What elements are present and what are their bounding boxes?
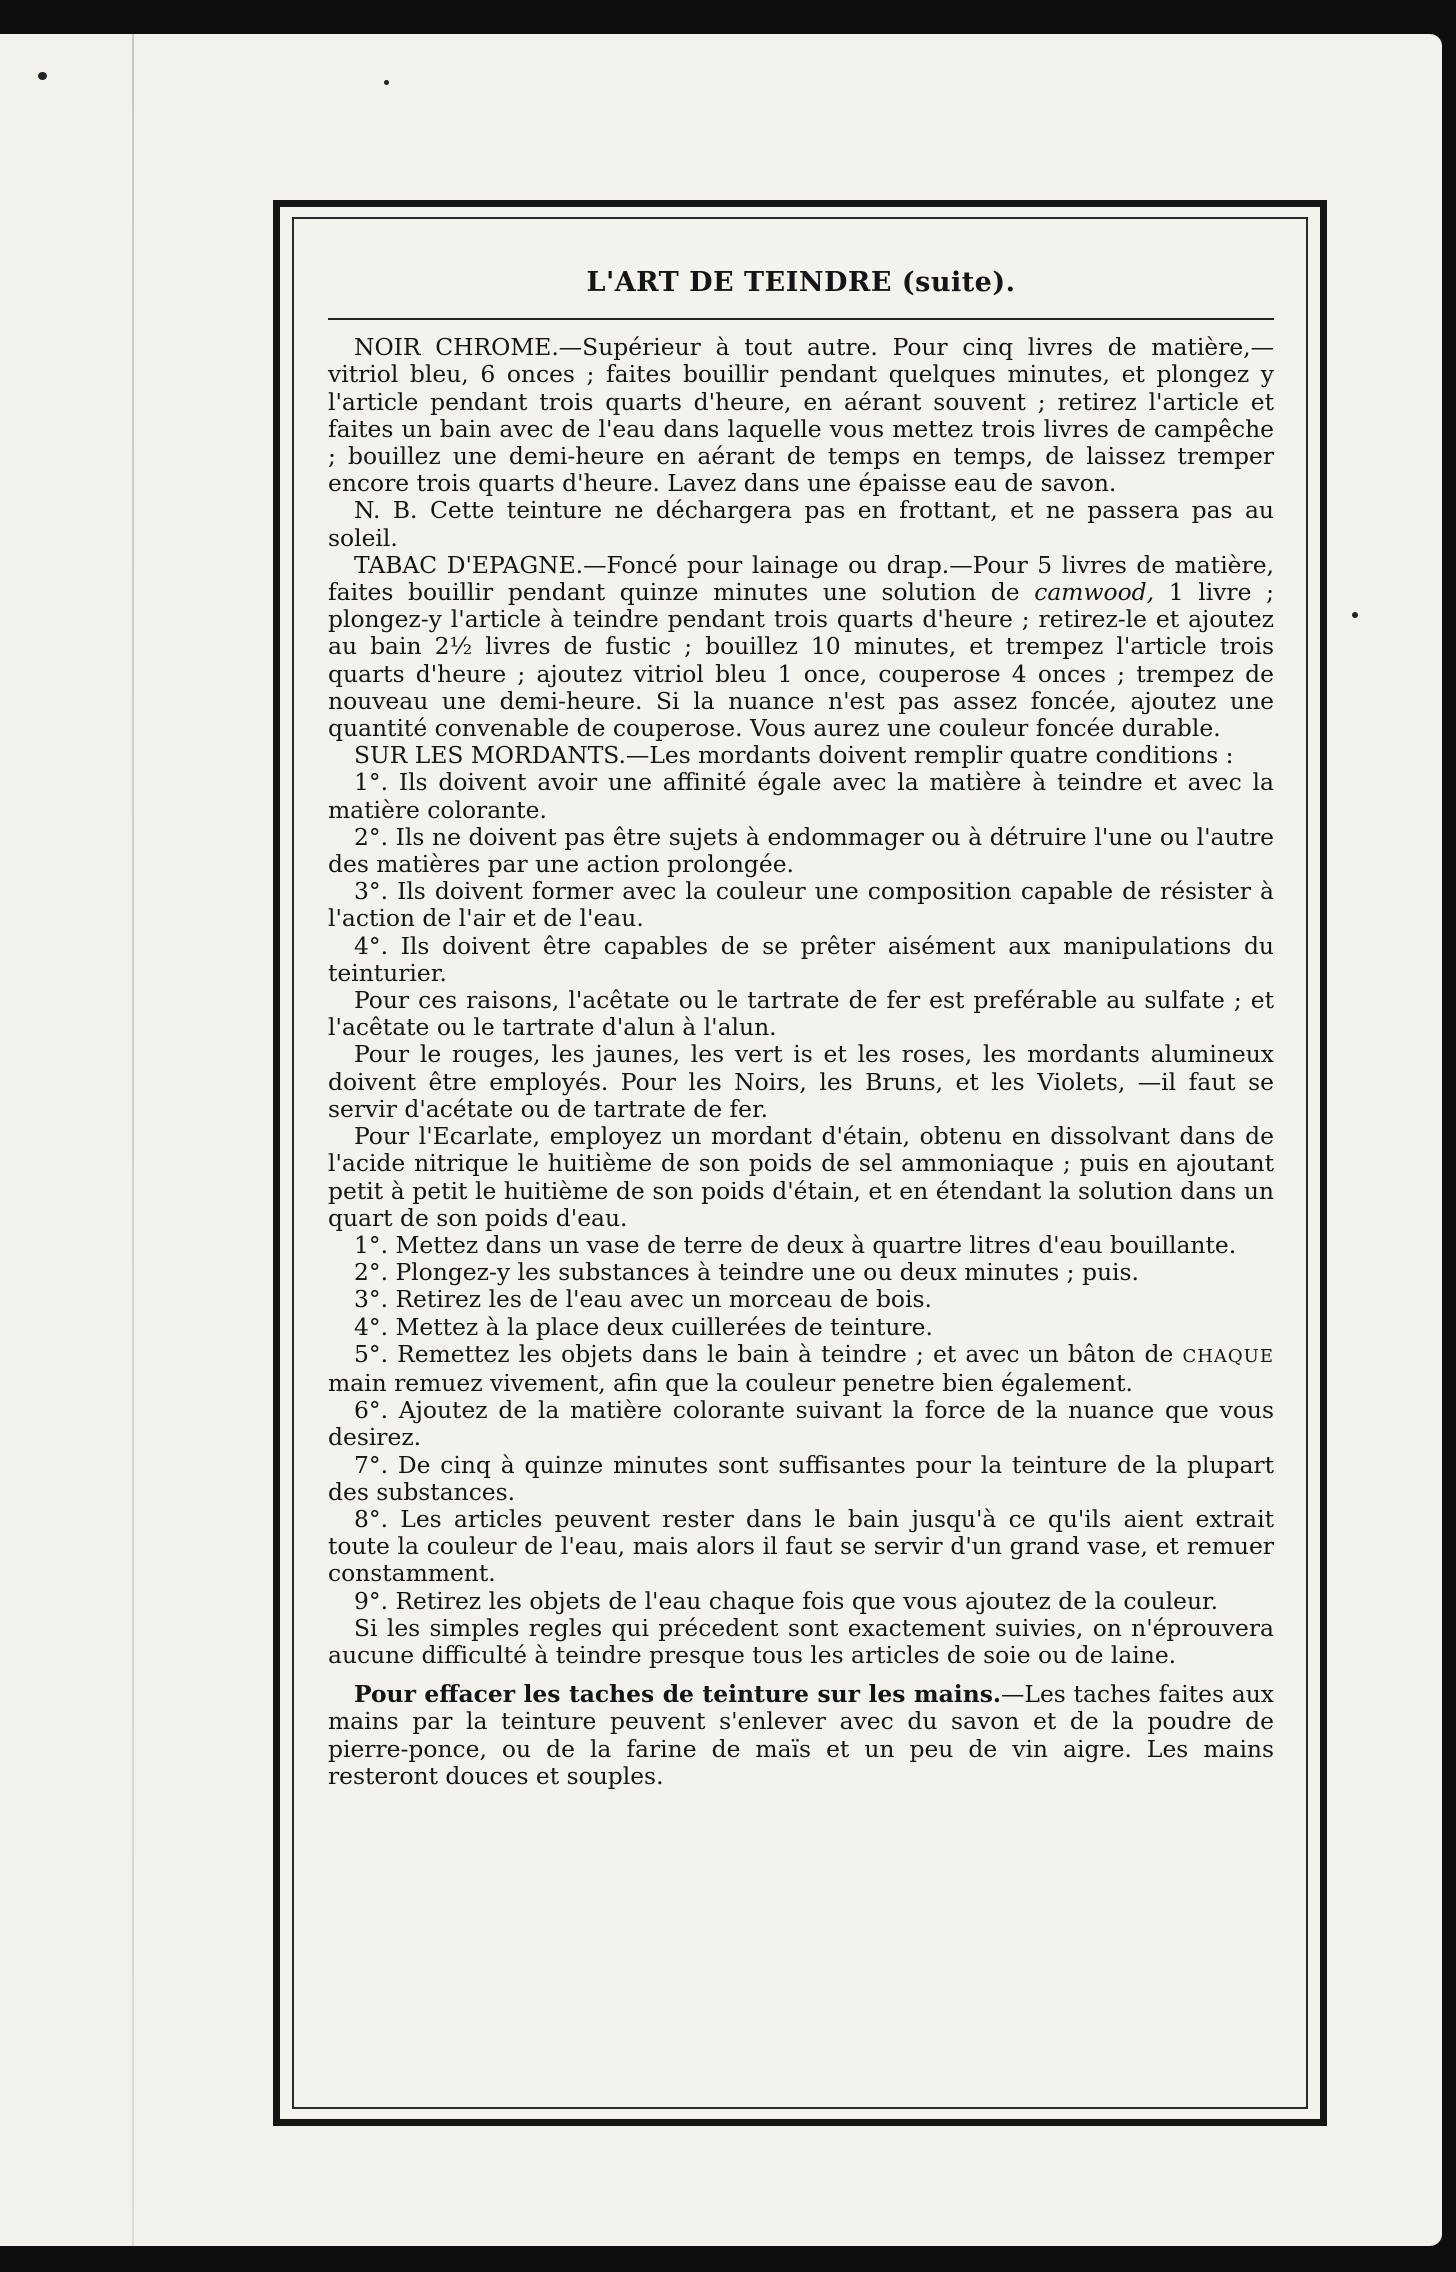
paragraph-rouges: Pour le rouges, les jaunes, les vert is et les roses, les mordants alumineux doivent être employés. Pour les Noirs, les Bruns, et les Violets, —il faut se servir d'acétate ou de tartrate de fer.	[328, 1040, 1274, 1123]
paragraph-conclusion: Si les simples regles qui précedent sont exactement suivies, on n'éprouvera aucune difficulté à teindre presque tous les articles de soie ou de laine.	[328, 1613, 1274, 1669]
paragraph-tabac	[328, 552, 1274, 742]
text-frame	[273, 200, 1327, 2126]
list-item-condition-1: 1°. Ils doivent avoir une affinité égale avec la matière à teindre et avec la matière colorante.	[328, 768, 1274, 824]
title-suffix: (suite).	[901, 267, 1016, 298]
ink-speck	[38, 72, 47, 80]
tabac-text-b: 1 livre ; plongez-y l'article à teindre pendant trois quarts d'heure ; retirez-le et ajoutez au bain 2½ livres de fustic ; bouillez 10 minutes, et trempez l'article trois quarts d'heure ; ajoutez vitriol bleu 1 once, couperose 4 onces ; trempez de nouveau une demi-heure. Si la nuance n'est pas assez foncée, ajoutez une quantité convenable de couperose. Vous aurez une couleur foncée durable.	[328, 578, 1274, 743]
title-rule	[328, 318, 1274, 320]
paragraph-nb: N. B. Cette teinture ne déchargera pas en frottant, et ne passera pas au soleil.	[328, 496, 1274, 552]
list-item-condition-3: 3°. Ils doivent former avec la couleur une composition capable de résister à l'action de l'air et de l'eau.	[328, 877, 1274, 933]
list-item-step-1: 1°. Mettez dans un vase de terre de deux à quartre litres d'eau bouillante.	[354, 1230, 1237, 1259]
list-item-step-3: 3°. Retirez les de l'eau avec un morceau de bois.	[354, 1285, 932, 1314]
tabac-italic: camwood,	[1034, 578, 1155, 607]
taches-heading: Pour effacer les taches de teinture sur les mains.	[354, 1680, 1002, 1709]
list-item-step-9: 9°. Retirez les objets de l'eau chaque fois que vous ajoutez de la couleur.	[354, 1586, 1219, 1615]
paragraph-mordants: SUR LES MORDANTS.—Les mordants doivent remplir quatre conditions :	[354, 741, 1234, 770]
paragraph-raisons: Pour ces raisons, l'acêtate ou le tartrate de fer est preférable au sulfate ; et l'acêtate ou le tartrate d'alun à l'alun.	[328, 986, 1274, 1042]
paragraph-noir-chrome: NOIR CHROME.—Supérieur à tout autre. Pour cinq livres de matière,—vitriol bleu, 6 onces ; faites bouillir pendant quelques minutes, et plongez y l'article pendant trois quarts d'heure, en aérant souvent ; retirez l'article et faites un bain avec de l'eau dans laquelle vous mettez trois livres de campêche ; bouillez une demi-heure en aérant de temps en temps, de laissez tremper encore trois quarts d'heure. Lavez dans une épaisse eau de savon.	[328, 333, 1274, 498]
list-item-condition-2: 2°. Ils ne doivent pas être sujets à endommager ou à détruire l'une ou l'autre des matières par une action prolongée.	[328, 822, 1274, 879]
list-item-step-4: 4°. Mettez à la place deux cuillerées de teinture.	[354, 1312, 933, 1341]
list-item-step-8: 8°. Les articles peuvent rester dans le bain jusqu'à ce qu'ils aient extrait toute la couleur de l'eau, mais alors il faut se servir d'un grand vase, et remuer constamment.	[328, 1504, 1274, 1588]
list-item-step-2: 2°. Plongez-y les substances à teindre une ou deux minutes ; puis.	[354, 1258, 1139, 1287]
list-item-step-6: 6°. Ajoutez de la matière colorante suivant la force de la nuance que vous desirez.	[328, 1396, 1274, 1452]
paragraph-ecarlate: Pour l'Ecarlate, employez un mordant d'étain, obtenu en dissolvant dans de l'acide nitrique le huitième de son poids de sel ammoniaque ; puis en ajoutant petit à petit le huitième de son poids d'étain, et en étendant la solution dans un quart de son poids d'eau.	[328, 1122, 1274, 1232]
list-item-step-5	[328, 1341, 1274, 1397]
ink-speck	[384, 80, 389, 85]
ink-speck	[1352, 612, 1358, 618]
page-title	[328, 269, 1274, 296]
list-item-condition-4: 4°. Ils doivent être capables de se prêter aisément aux manipulations du teinturier.	[328, 931, 1274, 987]
paragraph-taches	[328, 1681, 1274, 1790]
list-item-step-7: 7°. De cinq à quinze minutes sont suffisantes pour la teinture de la plupart des substances.	[328, 1450, 1274, 1506]
page-gutter	[132, 34, 134, 2246]
step-5-text-a: 5°. Remettez les objets dans le bain à teindre ; et avec un bâton de	[354, 1339, 1183, 1368]
taches-text: —Les taches faites aux mains par la teinture peuvent s'enlever avec du savon et de la poudre de pierre-ponce, ou de la farine de maïs et un peu de vin aigre. Les mains resteront douces et souples.	[328, 1680, 1274, 1790]
step-5-caps: CHAQUE	[1182, 1345, 1274, 1367]
title-main: L'ART DE TEINDRE	[586, 267, 892, 298]
step-5-text-b: main remuez vivement, afin que la couleur penetre bien également.	[328, 1368, 1133, 1397]
tabac-text-a: TABAC D'EPAGNE.—Foncé pour lainage ou drap.—Pour 5 livres de matière, faites bouillir pendant quinze minutes une solution de	[328, 550, 1274, 607]
article-body	[328, 269, 1274, 1790]
